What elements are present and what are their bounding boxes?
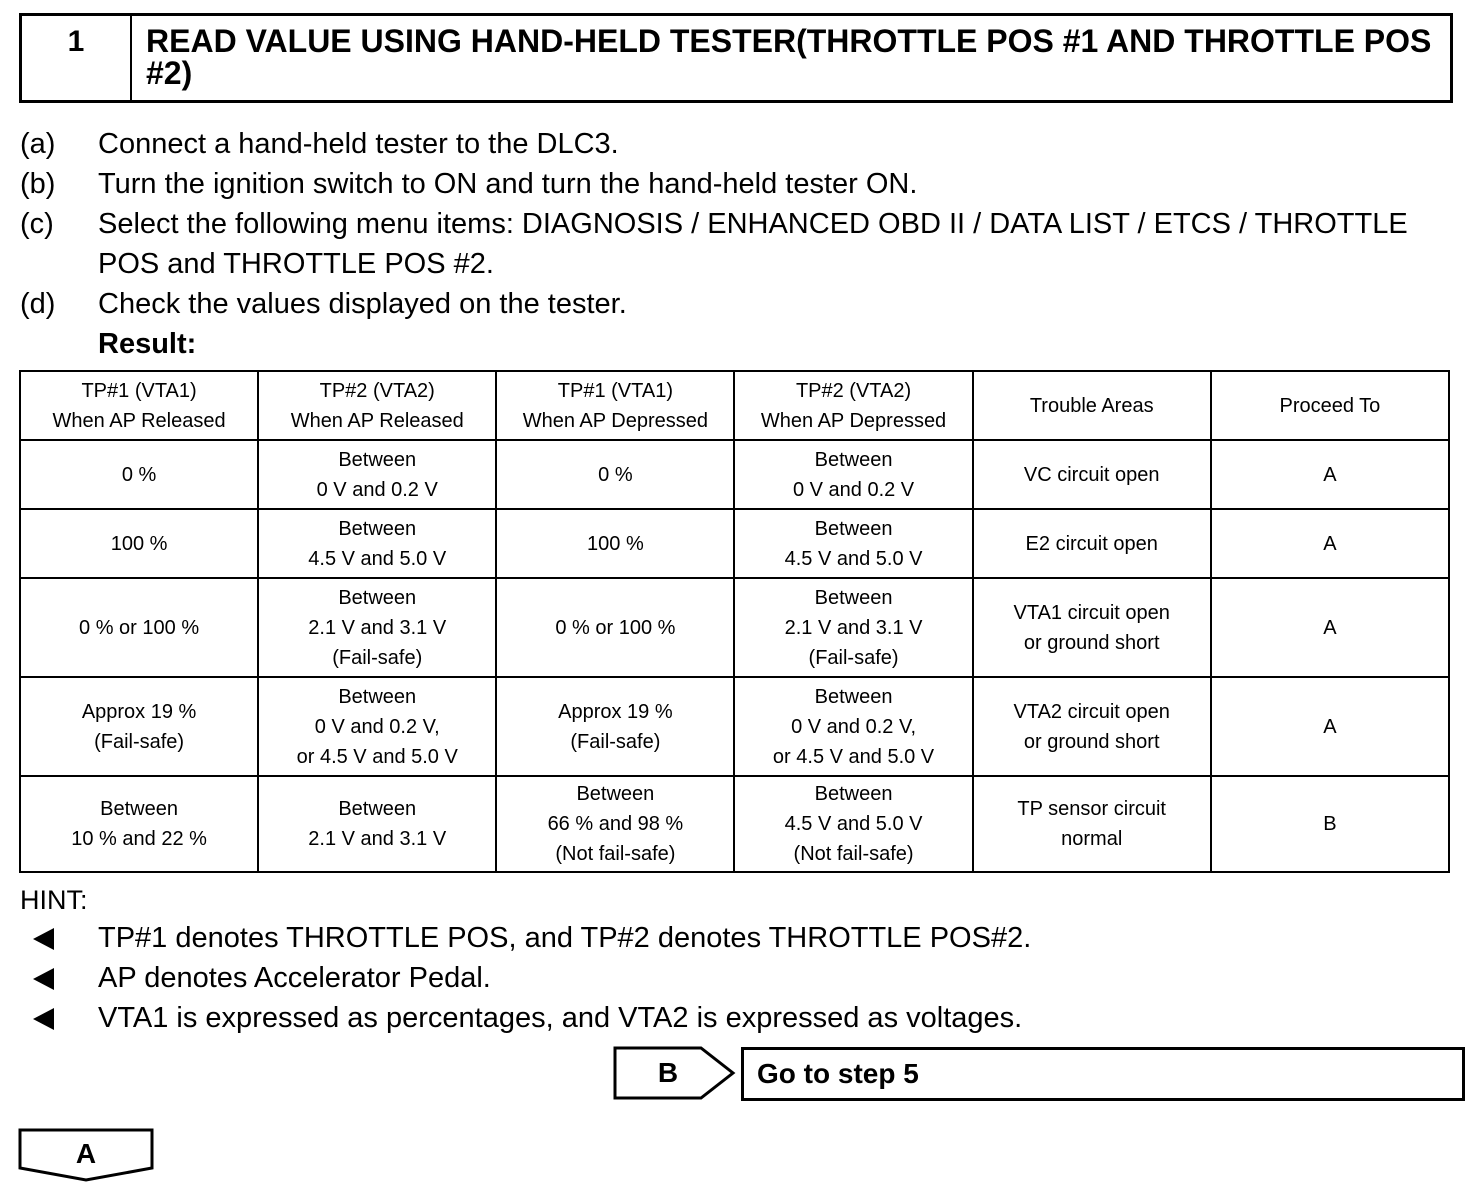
table-cell: Between 2.1 V and 3.1 V (Fail-safe) xyxy=(258,578,496,677)
table-row xyxy=(20,776,1449,872)
table-row xyxy=(20,677,1449,776)
table-cell: VTA1 circuit open or ground short xyxy=(973,578,1211,677)
hint-text: VTA1 is expressed as percentages, and VTA2 is expressed as voltages. xyxy=(98,1002,1023,1034)
step-item-c xyxy=(20,204,1460,284)
table-cell: Between 0 V and 0.2 V xyxy=(258,440,496,509)
table-cell: A xyxy=(1211,509,1449,578)
hint-item xyxy=(20,918,1460,958)
table-cell: Between 0 V and 0.2 V, or 4.5 V and 5.0 V xyxy=(258,677,496,776)
table-header-cell: TP#1 (VTA1) When AP Released xyxy=(20,371,258,440)
branch-a-button[interactable] xyxy=(18,1128,158,1184)
table-cell: VTA2 circuit open or ground short xyxy=(973,677,1211,776)
hint-label: HINT: xyxy=(20,885,88,915)
table-row xyxy=(20,440,1449,509)
result-table xyxy=(19,370,1450,873)
table-row xyxy=(20,578,1449,677)
step-letter: (a) xyxy=(20,128,56,160)
table-cell: Between 66 % and 98 % (Not fail-safe) xyxy=(496,776,734,872)
branch-b-button[interactable] xyxy=(613,1046,737,1100)
hint-item xyxy=(20,958,1460,998)
branch-a-label: A xyxy=(75,1138,97,1169)
table-cell: 0 % or 100 % xyxy=(20,578,258,677)
table-cell: Between 4.5 V and 5.0 V xyxy=(258,509,496,578)
table-cell: 0 % xyxy=(496,440,734,509)
step-text: Connect a hand-held tester to the DLC3. xyxy=(98,128,619,160)
step-letter: (c) xyxy=(20,208,54,240)
table-cell: Between 0 V and 0.2 V, or 4.5 V and 5.0 V xyxy=(734,677,972,776)
step-item-d xyxy=(20,284,1460,324)
step-item-b xyxy=(20,164,1460,204)
step-letter: (b) xyxy=(20,168,56,200)
table-cell: Between 4.5 V and 5.0 V xyxy=(734,509,972,578)
table-cell: Between 2.1 V and 3.1 V xyxy=(258,776,496,872)
branch-b-label: B xyxy=(657,1057,679,1088)
table-cell: A xyxy=(1211,440,1449,509)
step-letter: (d) xyxy=(20,288,56,320)
hint-section xyxy=(20,882,1460,1038)
table-cell: 0 % or 100 % xyxy=(496,578,734,677)
procedure-steps xyxy=(20,124,1460,364)
left-triangle-icon xyxy=(20,998,98,1038)
table-cell: 100 % xyxy=(20,509,258,578)
left-triangle-icon xyxy=(20,918,98,958)
table-cell: B xyxy=(1211,776,1449,872)
table-header-cell: Trouble Areas xyxy=(973,371,1211,440)
hint-text: TP#1 denotes THROTTLE POS, and TP#2 denotes THROTTLE POS#2. xyxy=(98,922,1032,954)
step-text: Check the values displayed on the tester. xyxy=(98,288,627,320)
branch-b-target: Go to step 5 xyxy=(741,1047,1465,1101)
table-cell: Between 10 % and 22 % xyxy=(20,776,258,872)
step-text: Turn the ignition switch to ON and turn the hand-held tester ON. xyxy=(98,168,918,200)
step-title: READ VALUE USING HAND-HELD TESTER(THROTTLE POS #1 AND THROTTLE POS #2) xyxy=(146,23,1432,91)
table-header-cell: TP#2 (VTA2) When AP Depressed xyxy=(734,371,972,440)
hint-text: AP denotes Accelerator Pedal. xyxy=(98,962,491,994)
step-item-a xyxy=(20,124,1460,164)
table-row xyxy=(20,509,1449,578)
left-triangle-icon xyxy=(20,958,98,998)
table-cell: Approx 19 % (Fail-safe) xyxy=(20,677,258,776)
result-label: Result: xyxy=(98,328,197,360)
table-header-cell: Proceed To xyxy=(1211,371,1449,440)
table-cell: Between 0 V and 0.2 V xyxy=(734,440,972,509)
step-number: 1 xyxy=(22,16,132,100)
table-cell: 0 % xyxy=(20,440,258,509)
table-cell: VC circuit open xyxy=(973,440,1211,509)
hint-item xyxy=(20,998,1460,1038)
step-text: Select the following menu items: DIAGNOSIS / ENHANCED OBD II / DATA LIST / ETCS / THROTTLE POS and THROTTLE POS #2. xyxy=(98,208,1408,280)
table-header-cell: TP#1 (VTA1) When AP Depressed xyxy=(496,371,734,440)
table-cell: TP sensor circuit normal xyxy=(973,776,1211,872)
table-cell: A xyxy=(1211,677,1449,776)
table-cell: Between 2.1 V and 3.1 V (Fail-safe) xyxy=(734,578,972,677)
step-header xyxy=(19,13,1453,103)
table-cell: Between 4.5 V and 5.0 V (Not fail-safe) xyxy=(734,776,972,872)
table-cell: E2 circuit open xyxy=(973,509,1211,578)
table-cell: Approx 19 % (Fail-safe) xyxy=(496,677,734,776)
table-header-row xyxy=(20,371,1449,440)
table-header-cell: TP#2 (VTA2) When AP Released xyxy=(258,371,496,440)
table-cell: 100 % xyxy=(496,509,734,578)
table-cell: A xyxy=(1211,578,1449,677)
